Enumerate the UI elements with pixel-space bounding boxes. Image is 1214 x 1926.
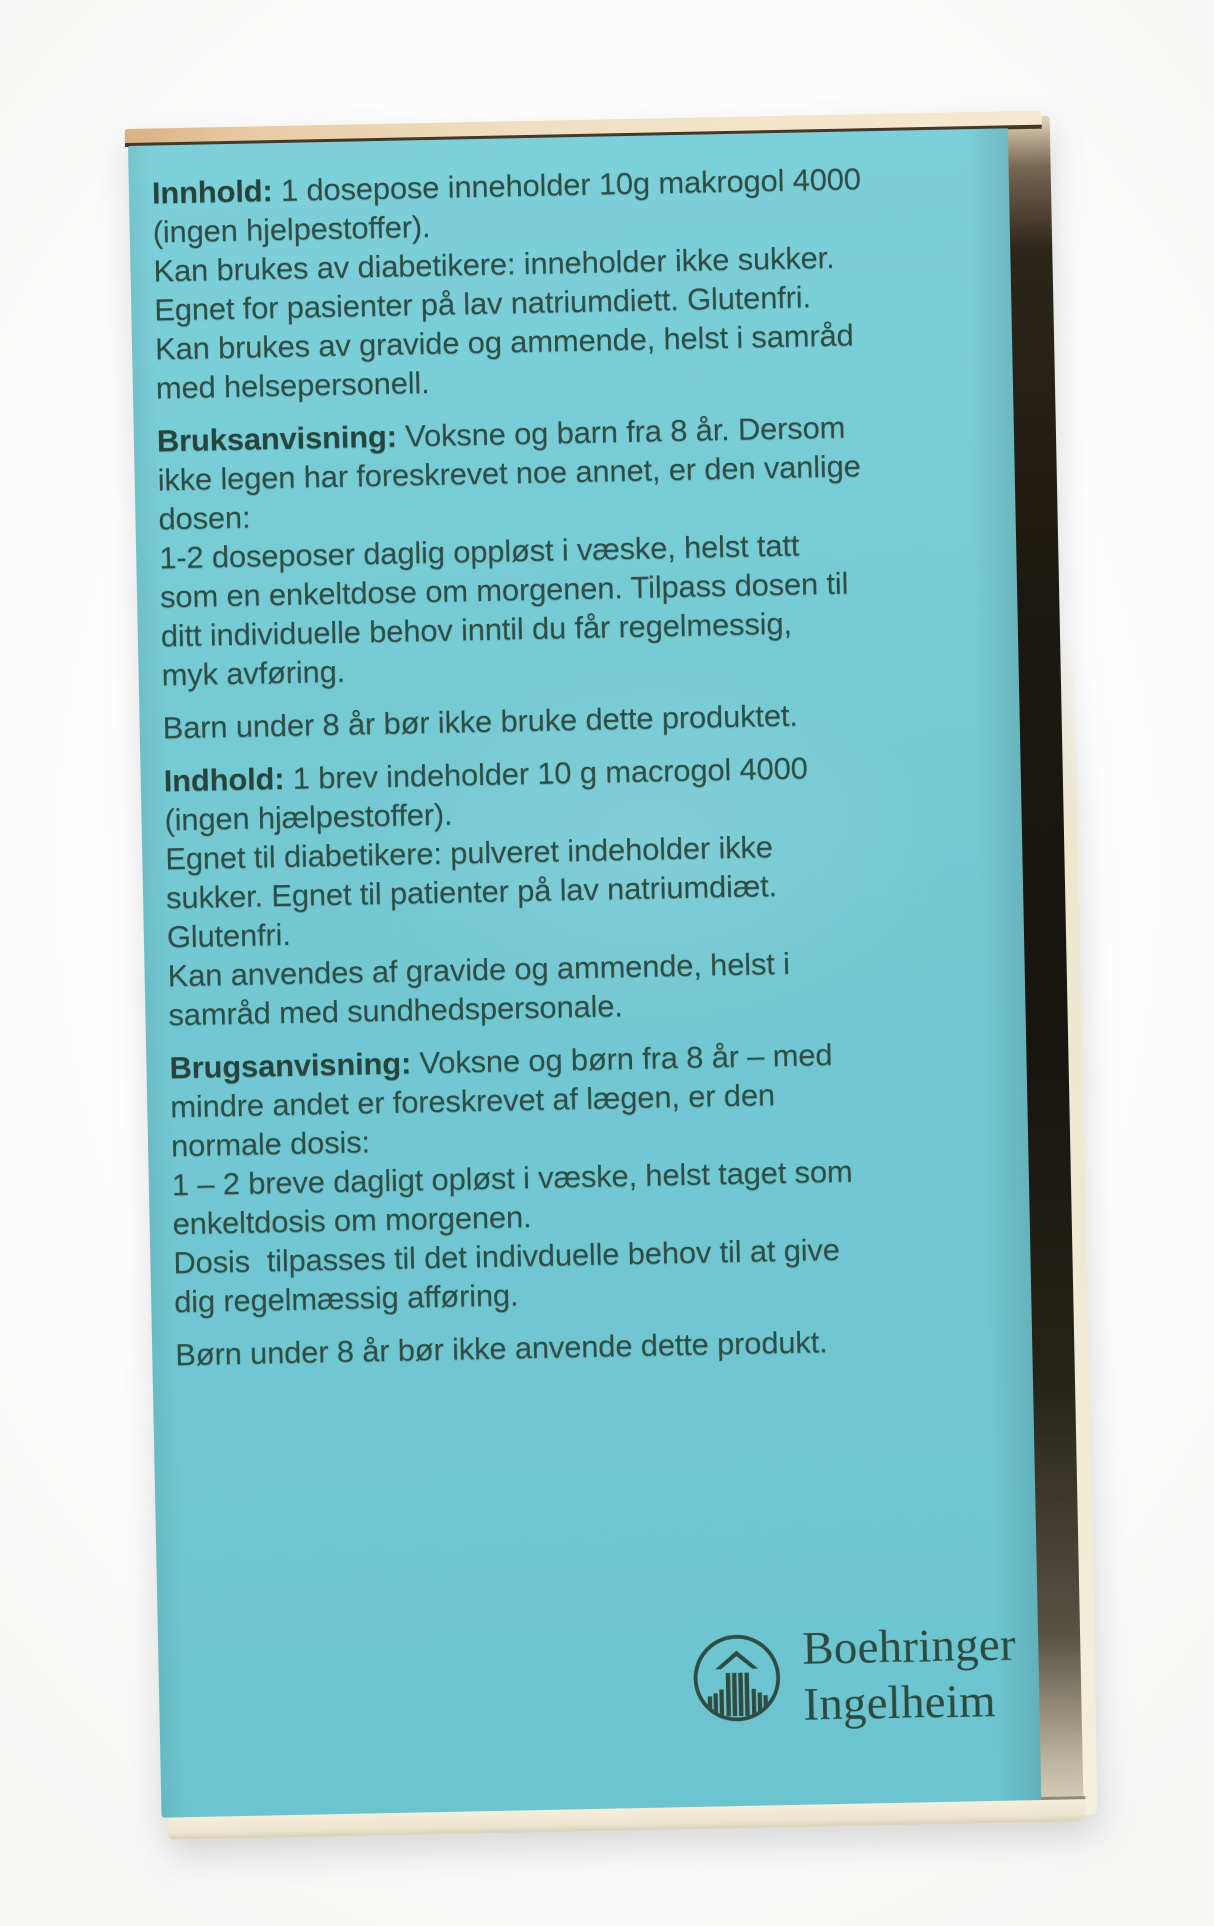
medicine-box xyxy=(128,128,1041,1817)
paragraph-innhold xyxy=(152,157,971,407)
box-front-panel xyxy=(128,128,1041,1817)
innhold-body: 1 dosepose inneholder 10g makrogol 4000 (ingen hjelpestoffer). Kan brukes av diabetikere: inneholder ikke sukker. Egnet for pasienter på lav natriumdiett. Glutenfri. Kan brukes av gravide og ammende, helst i samråd med helsepersonell. xyxy=(152,161,862,406)
bruksanvisning-body: Voksne og barn fra 8 år. Dersom ikke legen har foreskrevet noe annet, er den vanlige dosen: 1-2 doseposer daglig oppløst i væske, helst tatt som en enkeltdose om morgenen. Tilpass dosen til ditt individuelle behov inntil du får regelmessig, myk avføring. xyxy=(157,409,861,693)
indhold-heading: Indhold: xyxy=(163,760,285,799)
born-warning-dk: Børn under 8 år bør ikke anvende dette produkt. xyxy=(174,1324,828,1373)
brand-block xyxy=(688,1616,1018,1735)
bruksanvisning-heading: Bruksanvisning: xyxy=(156,418,398,459)
indhold-body: 1 brev indeholder 10 g macrogol 4000 (ingen hjælpestoffer). Egnet til diabetikere: pulveret indeholder ikke sukker. Egnet til patienter på lav natriumdiæt. Glutenfri. Kan anvendes af gravide og ammende, helst i samråd med sundhedspersonale. xyxy=(164,750,809,1033)
innhold-heading: Innhold: xyxy=(151,173,273,211)
brugsanvisning-heading: Brugsanvisning: xyxy=(169,1045,412,1086)
paragraph-bruksanvisning xyxy=(157,405,976,694)
label-text xyxy=(152,157,990,1388)
boehringer-ingelheim-logo xyxy=(688,1629,786,1727)
brand-name xyxy=(802,1616,1018,1732)
barn-warning-no: Barn under 8 år bør ikke bruke dette produktet. xyxy=(162,697,798,746)
brugsanvisning-body: Voksne og børn fra 8 år – med mindre andet er foreskrevet af lægen, er den normale dosis: 1 – 2 breve dagligt opløst i væske, helst taget som enkeltdosis om morgenen. Dosis tilpasses til det indivduelle behov til at give dig regelmæssig afføring. xyxy=(169,1037,853,1320)
paragraph-barn-warning-no xyxy=(162,692,977,747)
brand-line-1: Boehringer xyxy=(801,1618,1017,1675)
brand-line-2: Ingelheim xyxy=(802,1674,997,1731)
paragraph-born-warning-dk xyxy=(175,1319,990,1374)
paragraph-brugsanvisning xyxy=(169,1032,988,1321)
paragraph-indhold xyxy=(163,745,982,1034)
